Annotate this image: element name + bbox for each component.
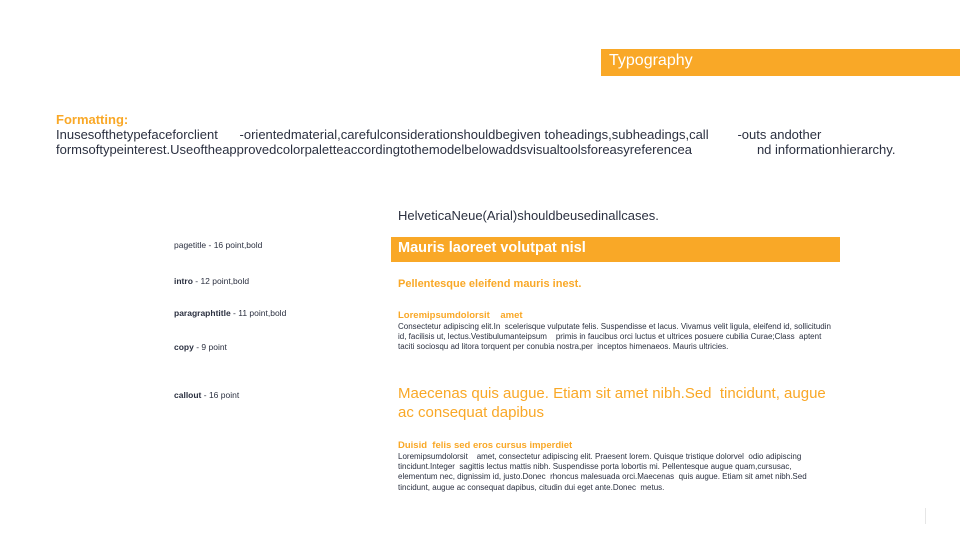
spec-paragraphtitle [174, 308, 286, 318]
sample-paragraph-title: Duisid felis sed eros cursus imperdiet [398, 440, 573, 451]
spec-intro [174, 276, 249, 286]
divider [925, 508, 926, 524]
formatting-body: Inusesofthetypefaceforclient -orientedmaterial,carefulconsiderationshouldbegiven toheadings,subheadings,call -outs andother formsoftypeinterest.Useoftheapprovedcolorpaletteaccordingtothemodelbelowaddsvisualtoolsforeasyreferencea nd informationhierarchy. [56, 127, 896, 157]
spec-callout [174, 390, 239, 400]
spec-name: pagetitle [174, 240, 207, 250]
spec-detail: - 12 point,bold [192, 276, 250, 286]
spec-name: copy [174, 342, 194, 352]
sample-page-title: Mauris laoreet volutpat nisl [398, 240, 586, 256]
sample-intro: Pellentesque eleifend mauris inest. [398, 278, 582, 290]
page-title: Typography [609, 52, 693, 69]
spec-detail: - 16 point [201, 390, 240, 400]
spec-detail: - 16 point,bold [206, 240, 263, 250]
sample-copy: Consectetur adipiscing elit.In scelerisque vulputate felis. Suspendisse et lacus. Vivamus velit ligula, eleifend id, sollicitudin id, facilisis ut, lectus.Vestibulumanteipsum primis in faucibus orci luctus et ultrices posuere cubilia Curae;Class aptent taciti sociosqu ad litora torquent per conubia nostra,per inceptos himenaeos. Mauris ultricies. [398, 322, 834, 352]
formatting-label: Formatting: [56, 112, 129, 127]
spec-detail: - 9 point [193, 342, 227, 352]
spec-pagetitle [174, 240, 262, 250]
spec-name: intro [174, 276, 193, 286]
sample-paragraph-title: Loremipsumdolorsit amet [398, 310, 523, 321]
spec-name: callout [174, 390, 202, 400]
spec-name: paragraphtitle [174, 308, 231, 318]
font-note: HelveticaNeue(Arial)shouldbeusedinallcases. [398, 208, 659, 223]
sample-copy: Loremipsumdolorsit amet, consectetur adipiscing elit. Praesent lorem. Quisque tristique dolorvel odio adipiscing tincidunt.Integer sagittis lectus mattis nibh. Suspendisse porta lobortis mi. Pellentesque augue quam,cursusac, elementum nec, dignissim id, justo.Donec rhoncus malesuada orci.Maecenas quis augue. Etiam sit amet nibh.Sed tincidunt, augue ac consequat dapibus, citudin dui eget ante.Donec metus. [398, 452, 812, 492]
spec-detail: - 11 point,bold [230, 308, 287, 318]
sample-callout: Maecenas quis augue. Etiam sit amet nibh.Sed tincidunt, augue ac consequat dapibus [398, 385, 830, 421]
spec-copy [174, 342, 227, 352]
